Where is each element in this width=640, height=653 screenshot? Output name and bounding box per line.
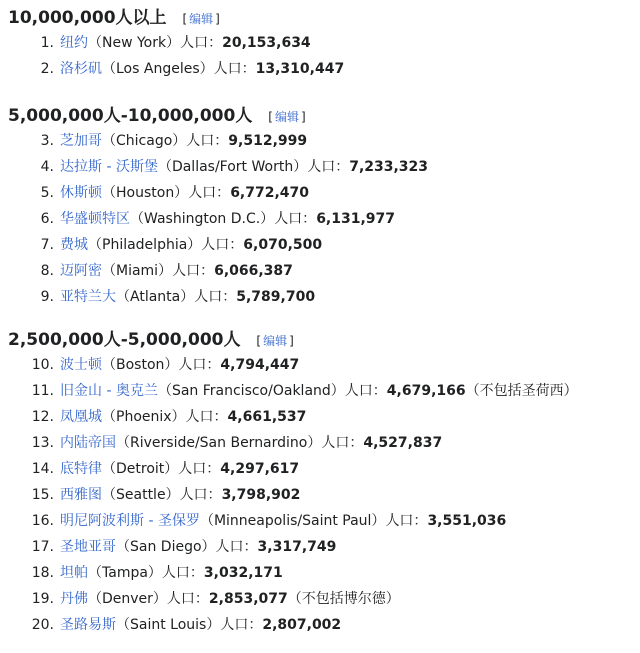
- edit-section-link[interactable]: 编辑: [274, 110, 299, 124]
- item-number: 17.: [31, 539, 54, 555]
- city-link[interactable]: 圣路易斯: [60, 617, 116, 633]
- list-item: [8, 534, 640, 560]
- list-item: [8, 508, 640, 534]
- section-title: 10,000,000人以上: [8, 8, 167, 28]
- population-label: 人口：: [215, 539, 258, 555]
- population-label: 人口：: [385, 513, 428, 529]
- item-number: 9.: [40, 289, 54, 305]
- city-link[interactable]: 旧金山 - 奥克兰: [60, 383, 158, 399]
- population-value: 20,153,634: [222, 35, 311, 51]
- english-name: （Detroit）: [102, 461, 179, 477]
- edit-section-link[interactable]: 编辑: [189, 12, 214, 26]
- english-name: （Boston）: [102, 357, 179, 373]
- city-link[interactable]: 底特律: [60, 461, 102, 477]
- item-number: 10.: [31, 357, 54, 373]
- edit-section-link-wrapper: [ 编辑 ]: [256, 334, 294, 348]
- population-label: 人口：: [161, 565, 204, 581]
- list-item: [8, 404, 640, 430]
- item-number: 2.: [40, 61, 54, 77]
- english-name: （Miami）: [102, 263, 173, 279]
- city-list: [8, 128, 640, 310]
- population-label: 人口：: [180, 35, 223, 51]
- item-number: 14.: [31, 461, 54, 477]
- item-number: 13.: [31, 435, 54, 451]
- population-value: 9,512,999: [228, 133, 308, 149]
- item-number: 4.: [40, 159, 54, 175]
- city-link[interactable]: 明尼阿波利斯 - 圣保罗: [60, 513, 200, 529]
- population-value: 6,772,470: [230, 185, 310, 201]
- population-value: 3,798,902: [221, 487, 301, 503]
- list-item: [8, 378, 640, 404]
- city-link[interactable]: 休斯顿: [60, 185, 102, 201]
- city-link[interactable]: 费城: [60, 237, 88, 253]
- english-name: （Washington D.C.）: [130, 211, 275, 227]
- edit-section-link[interactable]: 编辑: [263, 334, 288, 348]
- city-link[interactable]: 华盛顿特区: [60, 211, 130, 227]
- english-name: （San Diego）: [116, 539, 216, 555]
- item-number: 19.: [31, 591, 54, 607]
- section-title: 5,000,000人-10,000,000人: [8, 106, 253, 126]
- population-value: 4,794,447: [220, 357, 300, 373]
- item-number: 20.: [31, 617, 54, 633]
- population-value: 4,297,617: [220, 461, 300, 477]
- english-name: （Phoenix）: [102, 409, 186, 425]
- population-value: 6,066,387: [214, 263, 293, 279]
- section-heading: [8, 6, 640, 30]
- city-list: [8, 352, 640, 638]
- english-name: （Seattle）: [102, 487, 180, 503]
- item-number: 3.: [40, 133, 54, 149]
- population-label: 人口：: [213, 61, 256, 77]
- population-note: （不包括圣荷西）: [465, 383, 578, 399]
- item-number: 7.: [40, 237, 54, 253]
- population-label: 人口：: [274, 211, 317, 227]
- item-number: 5.: [40, 185, 54, 201]
- population-value: 7,233,323: [349, 159, 429, 175]
- english-name: （Saint Louis）: [116, 617, 221, 633]
- item-number: 1.: [40, 35, 54, 51]
- population-label: 人口：: [179, 487, 222, 503]
- edit-section-link-wrapper: [ 编辑 ]: [268, 110, 306, 124]
- population-value: 2,853,077: [208, 591, 288, 607]
- population-value: 3,317,749: [257, 539, 337, 555]
- item-number: 15.: [31, 487, 54, 503]
- english-name: （Philadelphia）: [88, 237, 202, 253]
- population-label: 人口：: [185, 409, 228, 425]
- list-item: [8, 232, 640, 258]
- population-label: 人口：: [178, 461, 221, 477]
- english-name: （Atlanta）: [116, 289, 195, 305]
- item-number: 6.: [40, 211, 54, 227]
- city-link[interactable]: 西雅图: [60, 487, 102, 503]
- population-note: （不包括博尔德）: [287, 591, 400, 607]
- section-heading: [8, 104, 640, 128]
- english-name: （Tampa）: [88, 565, 162, 581]
- item-number: 8.: [40, 263, 54, 279]
- population-value: 6,070,500: [243, 237, 323, 253]
- city-link[interactable]: 迈阿密: [60, 263, 102, 279]
- population-label: 人口：: [166, 591, 209, 607]
- list-item: [8, 560, 640, 586]
- english-name: （Dallas/Fort Worth）: [157, 159, 308, 175]
- city-link[interactable]: 达拉斯 - 沃斯堡: [60, 159, 158, 175]
- list-item: [8, 284, 640, 310]
- city-link[interactable]: 波士顿: [60, 357, 102, 373]
- english-name: （New York）: [88, 35, 181, 51]
- population-label: 人口：: [344, 383, 387, 399]
- list-item: [8, 258, 640, 284]
- city-link[interactable]: 丹佛: [60, 591, 88, 607]
- population-label: 人口：: [188, 185, 231, 201]
- population-label: 人口：: [194, 289, 237, 305]
- population-value: 3,032,171: [203, 565, 283, 581]
- list-item: [8, 612, 640, 638]
- city-link[interactable]: 亚特兰大: [60, 289, 116, 305]
- city-link[interactable]: 坦帕: [60, 565, 88, 581]
- population-value: 3,551,036: [427, 513, 507, 529]
- english-name: （San Francisco/Oakland）: [157, 383, 345, 399]
- edit-section-link-wrapper: [ 编辑 ]: [182, 12, 220, 26]
- population-label: 人口：: [201, 237, 244, 253]
- population-value: 6,131,977: [316, 211, 396, 227]
- population-value: 4,527,837: [363, 435, 443, 451]
- english-name: （Minneapolis/Saint Paul）: [199, 513, 386, 529]
- english-name: （Denver）: [88, 591, 167, 607]
- list-item: [8, 128, 640, 154]
- list-item: [8, 586, 640, 612]
- population-value: 4,661,537: [227, 409, 307, 425]
- city-link[interactable]: 内陆帝国: [60, 435, 116, 451]
- city-link[interactable]: 圣地亚哥: [60, 539, 116, 555]
- city-link[interactable]: 洛杉矶: [60, 61, 102, 77]
- population-label: 人口：: [172, 263, 215, 279]
- list-item: [8, 180, 640, 206]
- english-name: （Chicago）: [102, 133, 187, 149]
- list-item: [8, 56, 640, 82]
- english-name: （Houston）: [102, 185, 189, 201]
- section-heading: [8, 328, 640, 352]
- item-number: 18.: [31, 565, 54, 581]
- list-item: [8, 352, 640, 378]
- population-value: 5,789,700: [236, 289, 316, 305]
- list-item: [8, 206, 640, 232]
- item-number: 16.: [31, 513, 54, 529]
- population-value: 4,679,166: [386, 383, 466, 399]
- population-label: 人口：: [321, 435, 364, 451]
- city-link[interactable]: 芝加哥: [60, 133, 102, 149]
- population-label: 人口：: [220, 617, 263, 633]
- list-item: [8, 482, 640, 508]
- item-number: 12.: [31, 409, 54, 425]
- list-item: [8, 430, 640, 456]
- english-name: （Los Angeles）: [102, 61, 214, 77]
- population-value: 13,310,447: [255, 61, 345, 77]
- population-label: 人口：: [307, 159, 350, 175]
- list-item: [8, 154, 640, 180]
- city-link[interactable]: 纽约: [60, 35, 88, 51]
- section-title: 2,500,000人-5,000,000人: [8, 330, 241, 350]
- city-link[interactable]: 凤凰城: [60, 409, 102, 425]
- list-item: [8, 30, 640, 56]
- english-name: （Riverside/San Bernardino）: [116, 435, 322, 451]
- item-number: 11.: [31, 383, 54, 399]
- population-label: 人口：: [178, 357, 221, 373]
- population-label: 人口：: [186, 133, 229, 149]
- city-list: [8, 30, 640, 82]
- list-item: [8, 456, 640, 482]
- population-value: 2,807,002: [262, 617, 342, 633]
